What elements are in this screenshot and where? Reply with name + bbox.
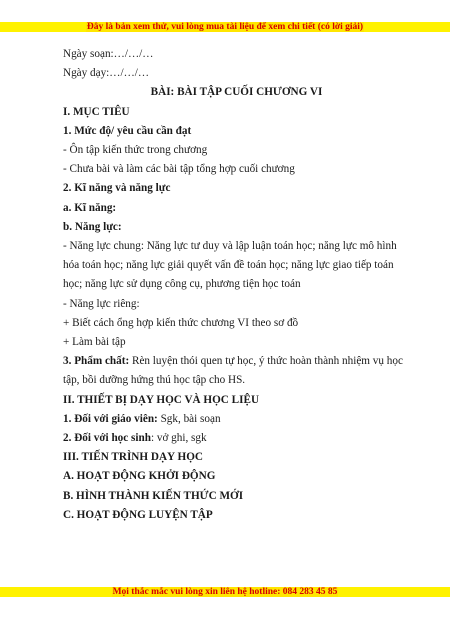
student-label: 2. Đối với học sinh	[63, 432, 151, 445]
lesson-title: BÀI: BÀI TẬP CUỐI CHƯƠNG VI	[150, 86, 323, 99]
qualities-text: Rèn luyện thói quen tự học, ý thức hoàn thành nhiệm vụ học tập, bồi dưỡng hứng thú học tập cho HS.	[63, 355, 403, 387]
preview-banner-text: Đây là bản xem thử, vui lòng mua tài liệu để xem chi tiết (có lời giải)	[86, 22, 364, 32]
teacher-text: Sgk, bài soạn	[157, 412, 221, 425]
teach-date: Ngày dạy:…/…/…	[63, 67, 150, 80]
hotline-banner	[0, 587, 450, 597]
section-procedure: III. TIẾN TRÌNH DẠY HỌC	[63, 451, 203, 464]
general-competency: - Năng lực chung: Năng lực tư duy và lập luận toán học; năng lực mô hình hóa toán học; năng lực giải quyết vấn đề toán học; năng lực giao tiếp toán học; năng lực sử dụng công cụ, phương tiện học toán	[63, 240, 397, 291]
specific-competency-item: + Biết cách ổng hợp kiến thức chương VI theo sơ đồ	[63, 316, 299, 329]
activity-c: C. HOẠT ĐỘNG LUYỆN TẬP	[63, 508, 213, 521]
section-objectives: I. MỤC TIÊU	[63, 105, 130, 118]
qualities-label: 3. Phẩm chất:	[63, 355, 130, 368]
competency-heading: b. Năng lực:	[63, 220, 122, 233]
preview-banner	[0, 22, 450, 32]
hotline-banner-text: Mọi thắc mắc vui lòng xin liên hệ hotline: 084 283 45 85	[112, 587, 338, 597]
student-materials	[63, 429, 410, 448]
skills-heading: a. Kĩ năng:	[63, 201, 117, 214]
subsection-requirements: 1. Mức độ/ yêu cầu cần đạt	[63, 124, 192, 137]
specific-competency-item: + Làm bài tập	[63, 336, 126, 349]
activity-a: A. HOẠT ĐỘNG KHỞI ĐỘNG	[63, 470, 216, 483]
lesson-plan-body	[63, 45, 410, 525]
specific-competency: - Năng lực riêng:	[63, 297, 140, 310]
subsection-skills: 2. Kĩ năng và năng lực	[63, 182, 171, 195]
student-text: : vở ghi, sgk	[150, 432, 207, 445]
section-equipment: II. THIẾT BỊ DẠY HỌC VÀ HỌC LIỆU	[63, 393, 260, 406]
activity-b: B. HÌNH THÀNH KIẾN THỨC MỚI	[63, 489, 244, 502]
prep-date: Ngày soạn:…/…/…	[63, 48, 154, 60]
requirement-item: - Ôn tập kiến thức trong chương	[63, 144, 208, 157]
teacher-label: 1. Đối với giáo viên:	[63, 412, 158, 425]
qualities	[63, 352, 410, 390]
teacher-materials	[63, 410, 410, 429]
requirement-item: - Chưa bài và làm các bài tập tổng hợp cuối chương	[63, 163, 295, 176]
